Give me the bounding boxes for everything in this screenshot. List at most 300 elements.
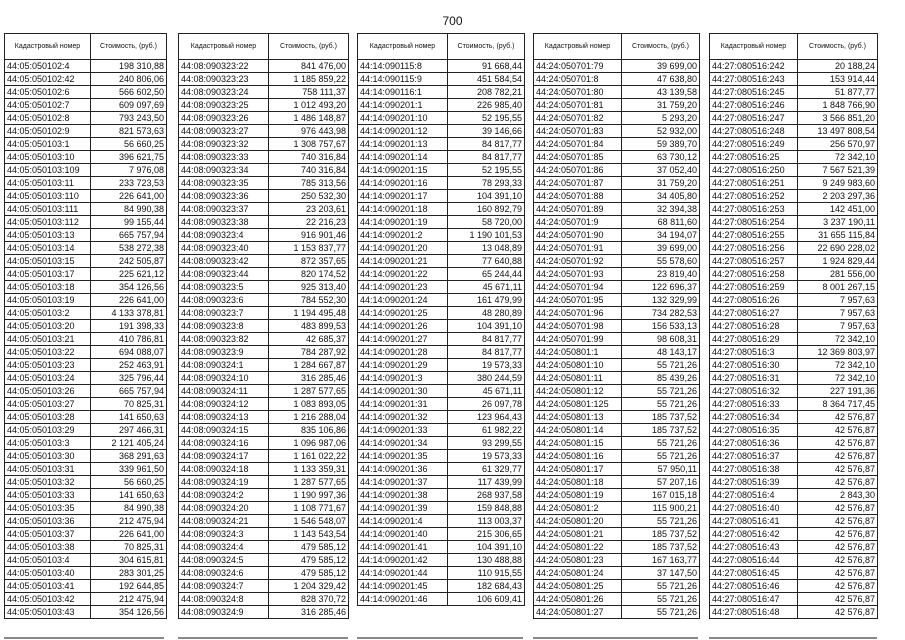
cost-cell: 84 817,77 [448, 333, 525, 346]
table-row [179, 528, 349, 541]
table-row [534, 476, 700, 489]
cadastral-number-cell: 44:05:050103:20 [5, 320, 91, 333]
table-row [5, 164, 167, 177]
table-row [358, 398, 525, 411]
cost-cell: 8 364 717,45 [798, 398, 878, 411]
table-header-row [179, 34, 349, 60]
cadastral-number-cell: 44:27:080516:255 [710, 229, 798, 242]
cadastral-number-cell: 44:27:080516:40 [710, 502, 798, 515]
cost-cell: 758 111,37 [269, 86, 349, 99]
cadastral-number-cell: 44:14:090201:31 [358, 398, 448, 411]
cost-cell: 479 585,12 [269, 541, 349, 554]
cost-cell: 104 391,10 [448, 541, 525, 554]
table-row [179, 86, 349, 99]
cadastral-number-cell: 44:24:050701:94 [534, 281, 622, 294]
cost-cell: 42 576,87 [798, 528, 878, 541]
cost-cell: 84 990,38 [91, 203, 167, 216]
cost-cell: 39 699,00 [622, 242, 700, 255]
cadastral-number-cell: 44:27:080516:251 [710, 177, 798, 190]
cost-cell: 52 932,00 [622, 125, 700, 138]
cadastral-number-cell: 44:27:080516:42 [710, 528, 798, 541]
table-row [179, 567, 349, 580]
cost-cell: 226 641,00 [91, 190, 167, 203]
cost-cell: 167 163,77 [622, 554, 700, 567]
cadastral-number-cell: 44:24:050801:2 [534, 502, 622, 515]
table-row [5, 606, 167, 619]
table-row [5, 125, 167, 138]
table-row [710, 398, 878, 411]
table-row [534, 99, 700, 112]
table-header-row [710, 34, 878, 60]
table-header-row [358, 34, 525, 60]
table-row [358, 541, 525, 554]
cost-cell: 242 505,87 [91, 255, 167, 268]
cost-cell: 1 190 997,36 [269, 489, 349, 502]
table-row [358, 385, 525, 398]
cost-cell: 84 817,77 [448, 138, 525, 151]
cadastral-number-cell: 44:08:090323:8 [179, 320, 269, 333]
cadastral-number-cell: 44:14:090201:28 [358, 346, 448, 359]
cadastral-number-cell: 44:24:050701:88 [534, 190, 622, 203]
table-row [179, 151, 349, 164]
table-row [358, 411, 525, 424]
table-row [710, 333, 878, 346]
cadastral-number-cell: 44:05:050103:38 [5, 541, 91, 554]
cadastral-number-cell: 44:05:050103:33 [5, 489, 91, 502]
cost-cell: 42 576,87 [798, 606, 878, 619]
cadastral-number-cell: 44:08:090324:19 [179, 476, 269, 489]
table-row [5, 346, 167, 359]
cost-cell: 396 621,75 [91, 151, 167, 164]
table-row [179, 450, 349, 463]
cadastral-number-cell: 44:05:050103:40 [5, 567, 91, 580]
cadastral-number-cell: 44:27:080516:46 [710, 580, 798, 593]
cadastral-number-cell: 44:05:050103:37 [5, 528, 91, 541]
cadastral-number-cell: 44:14:090201:22 [358, 268, 448, 281]
cost-cell: 1 133 359,31 [269, 463, 349, 476]
table-row [534, 333, 700, 346]
cadastral-number-cell: 44:08:090323:26 [179, 112, 269, 125]
cadastral-number-cell: 44:14:090201:3 [358, 372, 448, 385]
cost-cell: 48 143,17 [622, 346, 700, 359]
table-row [179, 593, 349, 606]
cost-cell: 1 194 495,48 [269, 307, 349, 320]
cadastral-number-cell: 44:08:090324:11 [179, 385, 269, 398]
cadastral-number-cell: 44:08:090324:4 [179, 541, 269, 554]
cadastral-number-cell: 44:05:050103:109 [5, 164, 91, 177]
table-row [358, 463, 525, 476]
table-row [5, 515, 167, 528]
cadastral-number-cell: 44:14:090201:45 [358, 580, 448, 593]
cadastral-number-cell: 44:24:050701:89 [534, 203, 622, 216]
cost-cell: 13 048,89 [448, 242, 525, 255]
cadastral-number-cell: 44:24:050801:23 [534, 554, 622, 567]
cost-cell: 256 570,97 [798, 138, 878, 151]
cost-cell: 212 475,94 [91, 515, 167, 528]
cost-cell: 1 012 493,20 [269, 99, 349, 112]
cadastral-number-cell: 44:14:090201:24 [358, 294, 448, 307]
cost-cell: 115 900,21 [622, 502, 700, 515]
cadastral-number-cell: 44:14:090201:17 [358, 190, 448, 203]
cost-cell: 19 573,33 [448, 359, 525, 372]
table-row [358, 580, 525, 593]
table-row [5, 463, 167, 476]
cost-cell: 268 937,58 [448, 489, 525, 502]
table-row [358, 593, 525, 606]
cost-cell: 55 721,26 [622, 385, 700, 398]
cadastral-number-cell: 44:24:050701:79 [534, 60, 622, 73]
cadastral-number-cell: 44:27:080516:27 [710, 307, 798, 320]
cadastral-number-cell: 44:14:090201:25 [358, 307, 448, 320]
cadastral-number-cell: 44:27:080516:246 [710, 99, 798, 112]
cost-cell: 821 573,63 [91, 125, 167, 138]
table-row [179, 281, 349, 294]
cadastral-number-cell: 44:14:090116:1 [358, 86, 448, 99]
table-row [5, 216, 167, 229]
cadastral-number-cell: 44:24:050701:83 [534, 125, 622, 138]
cadastral-number-cell: 44:05:050103:35 [5, 502, 91, 515]
cost-cell: 59 389,70 [622, 138, 700, 151]
cadastral-number-cell: 44:27:080516:45 [710, 567, 798, 580]
table-row [358, 320, 525, 333]
cost-cell: 141 650,63 [91, 411, 167, 424]
cadastral-number-cell: 44:08:090323:5 [179, 281, 269, 294]
cost-cell: 22 216,23 [269, 216, 349, 229]
cadastral-number-cell: 44:14:090201:26 [358, 320, 448, 333]
cadastral-number-cell: 44:24:050801:20 [534, 515, 622, 528]
cadastral-number-cell: 44:24:050801:11 [534, 372, 622, 385]
table-row [358, 86, 525, 99]
table-row [179, 515, 349, 528]
table-row [5, 411, 167, 424]
cost-cell: 78 293,33 [448, 177, 525, 190]
cadastral-number-cell: 44:24:050701:98 [534, 320, 622, 333]
page-number: 700 [442, 14, 463, 28]
cost-cell: 167 015,18 [622, 489, 700, 502]
cadastral-number-cell: 44:27:080516:252 [710, 190, 798, 203]
table-row [5, 268, 167, 281]
cost-cell: 916 901,46 [269, 229, 349, 242]
cadastral-number-cell: 44:05:050103:19 [5, 294, 91, 307]
cost-cell: 42 576,87 [798, 463, 878, 476]
table-row [710, 502, 878, 515]
cadastral-number-cell: 44:24:050701:87 [534, 177, 622, 190]
cost-cell: 84 990,38 [91, 502, 167, 515]
cadastral-number-cell: 44:27:080516:258 [710, 268, 798, 281]
table-row [534, 567, 700, 580]
table-row [5, 73, 167, 86]
cadastral-number-cell: 44:05:050103:17 [5, 268, 91, 281]
table-row [710, 307, 878, 320]
cadastral-number-cell: 44:27:080516:43 [710, 541, 798, 554]
cost-cell: 665 757,94 [91, 385, 167, 398]
table-row [5, 593, 167, 606]
cost-cell: 1 143 543,54 [269, 528, 349, 541]
table-row [179, 229, 349, 242]
cost-cell: 226 641,00 [91, 294, 167, 307]
cadastral-number-cell: 44:24:050801:26 [534, 593, 622, 606]
cadastral-number-cell: 44:27:080516:245 [710, 86, 798, 99]
cost-cell: 784 552,30 [269, 294, 349, 307]
cost-cell: 42 576,87 [798, 411, 878, 424]
table-row [358, 190, 525, 203]
table-row [534, 346, 700, 359]
cadastral-number-cell: 44:27:080516:36 [710, 437, 798, 450]
cost-cell: 142 451,00 [798, 203, 878, 216]
cost-cell: 13 497 808,54 [798, 125, 878, 138]
cost-cell: 192 644,85 [91, 580, 167, 593]
table-row [710, 216, 878, 229]
cadastral-number-cell: 44:27:080516:257 [710, 255, 798, 268]
cost-cell: 156 533,13 [622, 320, 700, 333]
cadastral-number-cell: 44:27:080516:37 [710, 450, 798, 463]
table-row [5, 437, 167, 450]
cadastral-number-cell: 44:14:090201:42 [358, 554, 448, 567]
cost-cell: 58 720,00 [448, 216, 525, 229]
cost-cell: 26 097,78 [448, 398, 525, 411]
cost-cell: 42 576,87 [798, 567, 878, 580]
table-row [534, 73, 700, 86]
cadastral-number-cell: 44:05:050103:28 [5, 411, 91, 424]
table-row [534, 372, 700, 385]
cadastral-number-cell: 44:24:050801:13 [534, 411, 622, 424]
cadastral-number-cell: 44:24:050701:8 [534, 73, 622, 86]
table-row [179, 255, 349, 268]
cadastral-number-cell: 44:08:090324:7 [179, 580, 269, 593]
cadastral-number-cell: 44:08:090324:12 [179, 398, 269, 411]
cost-cell: 55 721,26 [622, 515, 700, 528]
table-row [710, 229, 878, 242]
cost-cell: 665 757,94 [91, 229, 167, 242]
cost-cell: 99 155,44 [91, 216, 167, 229]
table-header-row [5, 34, 167, 60]
table-row [179, 411, 349, 424]
cost-cell: 42 576,87 [798, 541, 878, 554]
cost-cell: 130 488,88 [448, 554, 525, 567]
table-row [5, 229, 167, 242]
table-row [534, 424, 700, 437]
cadastral-number-cell: 44:08:090324:20 [179, 502, 269, 515]
table-row [179, 125, 349, 138]
cadastral-number-cell: 44:27:080516:25 [710, 151, 798, 164]
cadastral-number-cell: 44:14:090201:12 [358, 125, 448, 138]
table-row [5, 138, 167, 151]
table-row [179, 268, 349, 281]
cadastral-number-cell: 44:27:080516:30 [710, 359, 798, 372]
cost-cell: 55 721,26 [622, 580, 700, 593]
cadastral-number-cell: 44:24:050701:82 [534, 112, 622, 125]
cadastral-number-cell: 44:24:050801:1 [534, 346, 622, 359]
cadastral-number-cell: 44:08:090323:34 [179, 164, 269, 177]
cost-cell: 20 188,24 [798, 60, 878, 73]
table-row [5, 294, 167, 307]
cost-cell: 7 957,63 [798, 307, 878, 320]
cost-cell: 1 216 288,04 [269, 411, 349, 424]
table-row [710, 255, 878, 268]
cost-cell: 55 721,26 [622, 450, 700, 463]
table-row [5, 320, 167, 333]
cadastral-number-cell: 44:24:050701:91 [534, 242, 622, 255]
cost-cell: 1 108 771,67 [269, 502, 349, 515]
cost-cell: 4 133 378,81 [91, 307, 167, 320]
cost-cell: 820 174,52 [269, 268, 349, 281]
table-row [534, 463, 700, 476]
cadastral-number-cell: 44:14:090201:19 [358, 216, 448, 229]
cost-cell: 160 892,79 [448, 203, 525, 216]
cadastral-number-cell: 44:05:050102:6 [5, 86, 91, 99]
cadastral-table-1 [4, 33, 167, 619]
cost-cell: 42 685,37 [269, 333, 349, 346]
table-row [179, 73, 349, 86]
cost-cell: 281 556,00 [798, 268, 878, 281]
cropped-footer-text [0, 630, 905, 640]
table-row [358, 203, 525, 216]
cadastral-number-cell: 44:27:080516:254 [710, 216, 798, 229]
cadastral-number-cell: 44:27:080516:33 [710, 398, 798, 411]
cost-cell: 42 576,87 [798, 580, 878, 593]
cadastral-number-cell: 44:05:050103:15 [5, 255, 91, 268]
cost-cell: 7 567 521,39 [798, 164, 878, 177]
cadastral-number-cell: 44:14:090201:18 [358, 203, 448, 216]
cadastral-number-cell: 44:05:050103:11 [5, 177, 91, 190]
table-row [5, 385, 167, 398]
cadastral-number-cell: 44:24:050701:93 [534, 268, 622, 281]
cadastral-number-cell: 44:14:090201:35 [358, 450, 448, 463]
cadastral-number-cell: 44:14:090201:44 [358, 567, 448, 580]
cost-cell: 70 825,31 [91, 541, 167, 554]
cadastral-number-cell: 44:27:080516:29 [710, 333, 798, 346]
cadastral-number-cell: 44:27:080516:35 [710, 424, 798, 437]
cost-cell: 835 106,86 [269, 424, 349, 437]
table-row [5, 112, 167, 125]
cost-cell: 84 817,77 [448, 346, 525, 359]
cadastral-number-cell: 44:08:090323:9 [179, 346, 269, 359]
table-row [710, 372, 878, 385]
cost-cell: 1 161 022,22 [269, 450, 349, 463]
table-row [358, 333, 525, 346]
cadastral-number-cell: 44:05:050103:42 [5, 593, 91, 606]
table-row [358, 112, 525, 125]
cost-cell: 566 602,50 [91, 86, 167, 99]
table-row [5, 502, 167, 515]
cost-cell: 42 576,87 [798, 437, 878, 450]
cost-cell: 182 684,43 [448, 580, 525, 593]
cost-cell: 1 153 837,77 [269, 242, 349, 255]
table-row [710, 424, 878, 437]
table-row [534, 138, 700, 151]
cadastral-number-cell: 44:27:080516:247 [710, 112, 798, 125]
cost-cell: 39 699,00 [622, 60, 700, 73]
header-cost: Стоимость, (руб.) [448, 34, 525, 60]
cadastral-number-cell: 44:24:050801:17 [534, 463, 622, 476]
cost-cell: 84 817,77 [448, 151, 525, 164]
table-row [5, 151, 167, 164]
table-row [534, 359, 700, 372]
table-row [179, 60, 349, 73]
table-row [710, 463, 878, 476]
cadastral-number-cell: 44:24:050701:95 [534, 294, 622, 307]
cost-cell: 113 003,37 [448, 515, 525, 528]
cadastral-number-cell: 44:27:080516:34 [710, 411, 798, 424]
cost-cell: 98 608,31 [622, 333, 700, 346]
cadastral-number-cell: 44:08:090323:37 [179, 203, 269, 216]
cost-cell: 784 287,92 [269, 346, 349, 359]
cost-cell: 368 291,63 [91, 450, 167, 463]
cadastral-number-cell: 44:05:050103:2 [5, 307, 91, 320]
cadastral-number-cell: 44:05:050103:24 [5, 372, 91, 385]
cadastral-number-cell: 44:05:050102:8 [5, 112, 91, 125]
table-row [710, 151, 878, 164]
cadastral-number-cell: 44:08:090324:3 [179, 528, 269, 541]
table-row [5, 476, 167, 489]
table-row [710, 281, 878, 294]
table-row [534, 203, 700, 216]
cost-cell: 208 782,21 [448, 86, 525, 99]
cost-cell: 316 285,46 [269, 372, 349, 385]
table-row [710, 294, 878, 307]
table-row [710, 320, 878, 333]
cost-cell: 122 696,37 [622, 281, 700, 294]
table-row [358, 437, 525, 450]
cost-cell: 2 121 405,24 [91, 437, 167, 450]
table-row [358, 359, 525, 372]
cost-cell: 42 576,87 [798, 424, 878, 437]
cost-cell: 226 985,40 [448, 99, 525, 112]
table-row [179, 463, 349, 476]
cadastral-number-cell: 44:08:090324:10 [179, 372, 269, 385]
cadastral-number-cell: 44:05:050103:43 [5, 606, 91, 619]
table-row [5, 177, 167, 190]
cadastral-number-cell: 44:27:080516:249 [710, 138, 798, 151]
cadastral-number-cell: 44:24:050701:9 [534, 216, 622, 229]
cost-cell: 841 476,00 [269, 60, 349, 73]
cost-cell: 1 204 329,42 [269, 580, 349, 593]
cadastral-number-cell: 44:08:090324:16 [179, 437, 269, 450]
cost-cell: 451 584,54 [448, 73, 525, 86]
cost-cell: 1 190 101,53 [448, 229, 525, 242]
cadastral-number-cell: 44:24:050801:15 [534, 437, 622, 450]
cost-cell: 609 097,69 [91, 99, 167, 112]
cadastral-number-cell: 44:24:050701:84 [534, 138, 622, 151]
cost-cell: 106 609,41 [448, 593, 525, 606]
cadastral-number-cell: 44:05:050103:18 [5, 281, 91, 294]
table-row [5, 489, 167, 502]
cost-cell: 52 195,55 [448, 112, 525, 125]
table-row [179, 437, 349, 450]
cost-cell: 7 957,63 [798, 294, 878, 307]
cost-cell: 925 313,40 [269, 281, 349, 294]
cadastral-number-cell: 44:14:090201:34 [358, 437, 448, 450]
cadastral-number-cell: 44:14:090201:4 [358, 515, 448, 528]
cadastral-number-cell: 44:24:050801:21 [534, 528, 622, 541]
cadastral-number-cell: 44:24:050701:96 [534, 307, 622, 320]
table-row [179, 359, 349, 372]
table-row [358, 515, 525, 528]
cost-cell: 225 621,12 [91, 268, 167, 281]
cadastral-number-cell: 44:14:090201:10 [358, 112, 448, 125]
table-row [710, 99, 878, 112]
cost-cell: 250 532,30 [269, 190, 349, 203]
cost-cell: 55 721,26 [622, 437, 700, 450]
table-row [534, 307, 700, 320]
table-row [179, 177, 349, 190]
cost-cell: 3 566 851,20 [798, 112, 878, 125]
cost-cell: 9 249 983,60 [798, 177, 878, 190]
cadastral-number-cell: 44:08:090323:38 [179, 216, 269, 229]
cadastral-table-2 [178, 33, 349, 619]
table-row [179, 424, 349, 437]
table-row [534, 554, 700, 567]
